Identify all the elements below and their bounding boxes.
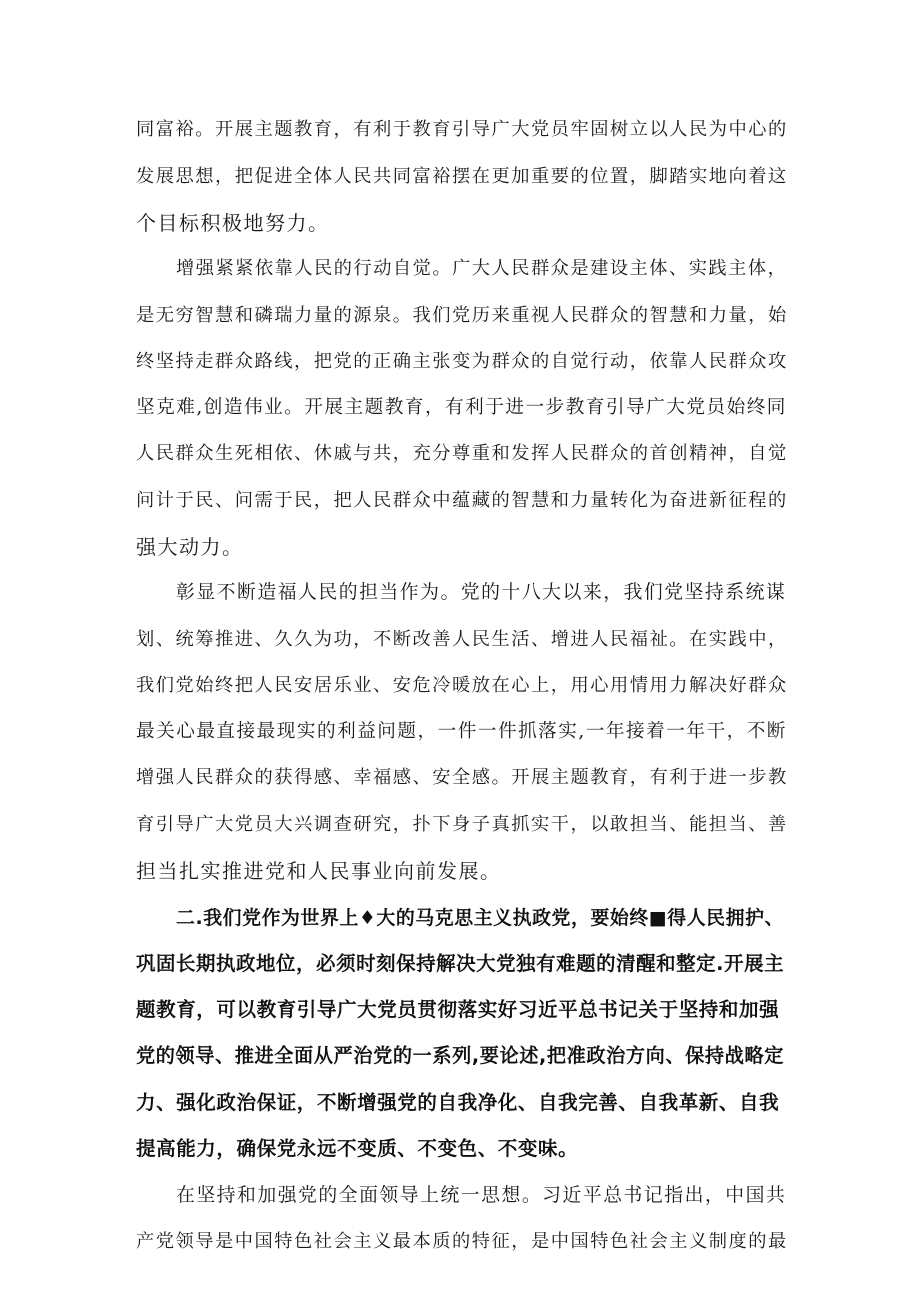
text-line: 我们党始终把人民安居乐业、安危冷暖放在心上，用心用情用力解决好群众 xyxy=(136,675,788,696)
text-line: 坚克难,创造伟业。开展主题教育，有利于进一步教育引导广大党员始终同 xyxy=(136,397,787,418)
text-line: 增强紧紧依靠人民的行动自觉。广大人民群众是建设主体、实践主体， xyxy=(176,258,788,279)
text-line: 题教育，可以教育引导广大党员贯彻落实好习近平总书记关于坚持和加强 xyxy=(136,998,780,1021)
text-line: 强大动力。 xyxy=(136,535,244,559)
text-line: 巩固长期执政地位，必须时刻保持解决大党独有难题的清醒和整定.开展主 xyxy=(136,952,785,975)
text-line: 提高能力，确保党永远不变质、不变色、不变味。 xyxy=(136,1137,579,1160)
text-line: 担当扎实推进党和人民事业向前发展。 xyxy=(136,859,502,883)
text-line: 终坚持走群众路线，把党的正确主张变为群众的自觉行动，依靠人民群众攻 xyxy=(136,351,788,372)
text-line: 问计于民、问需于民，把人民群众中蕴藏的智慧和力量转化为奋进新征程的 xyxy=(136,490,788,511)
text-line: 最关心最直接最现实的利益问题，一件一件抓落实,一年接着一年干，不断 xyxy=(136,721,787,742)
text-line: 人民群众生死相依、休戚与共，充分尊重和发挥人民群众的首创精神，自觉 xyxy=(136,443,788,464)
text-line: 是无穷智慧和磷瑞力量的源泉。我们党历来重视人民群众的智慧和力量，始 xyxy=(136,305,788,326)
text-line: 二.我们党作为世界上♦大的马克思主义执政党，要始终■得人民拥护、 xyxy=(176,907,785,929)
text-line: 个目标积极地努力。 xyxy=(136,211,330,235)
text-line: 党的领导、推进全面从严治党的一系列,要论述,把准政治方向、保持战略定 xyxy=(136,1044,784,1067)
text-line: 划、统筹推进、久久为功，不断改善人民生活、增进人民福祉。在实践中， xyxy=(136,629,788,650)
text-line: 育引导广大党员大兴调查研究，扑下身子真抓实干，以敢担当、能担当、善 xyxy=(136,814,788,835)
text-line: 在坚持和加强党的全面领导上统一思想。习近平总书记指出，中国共 xyxy=(176,1185,787,1206)
text-line: 力、强化政治保证，不断增强党的自我净化、自我完善、自我革新、自我 xyxy=(136,1091,780,1114)
text-line: 产党领导是中国特色社会主义最本质的特征，是中国特色社会主义制度的最 xyxy=(136,1231,788,1252)
text-line: 同富裕。开展主题教育，有利于教育引导广大党员牢固树立以人民为中心的 xyxy=(136,119,788,140)
text-line: 增强人民群众的获得感、幸福感、安全感。开展主题教育，有利于进一步教 xyxy=(136,767,788,788)
text-line: 发展思想，把促进全体人民共同富裕摆在更加重要的位置，脚踏实地向着这 xyxy=(136,166,788,187)
text-line: 彰显不断造福人民的担当作为。党的十八大以来，我们党坚持系统谋 xyxy=(176,582,787,603)
